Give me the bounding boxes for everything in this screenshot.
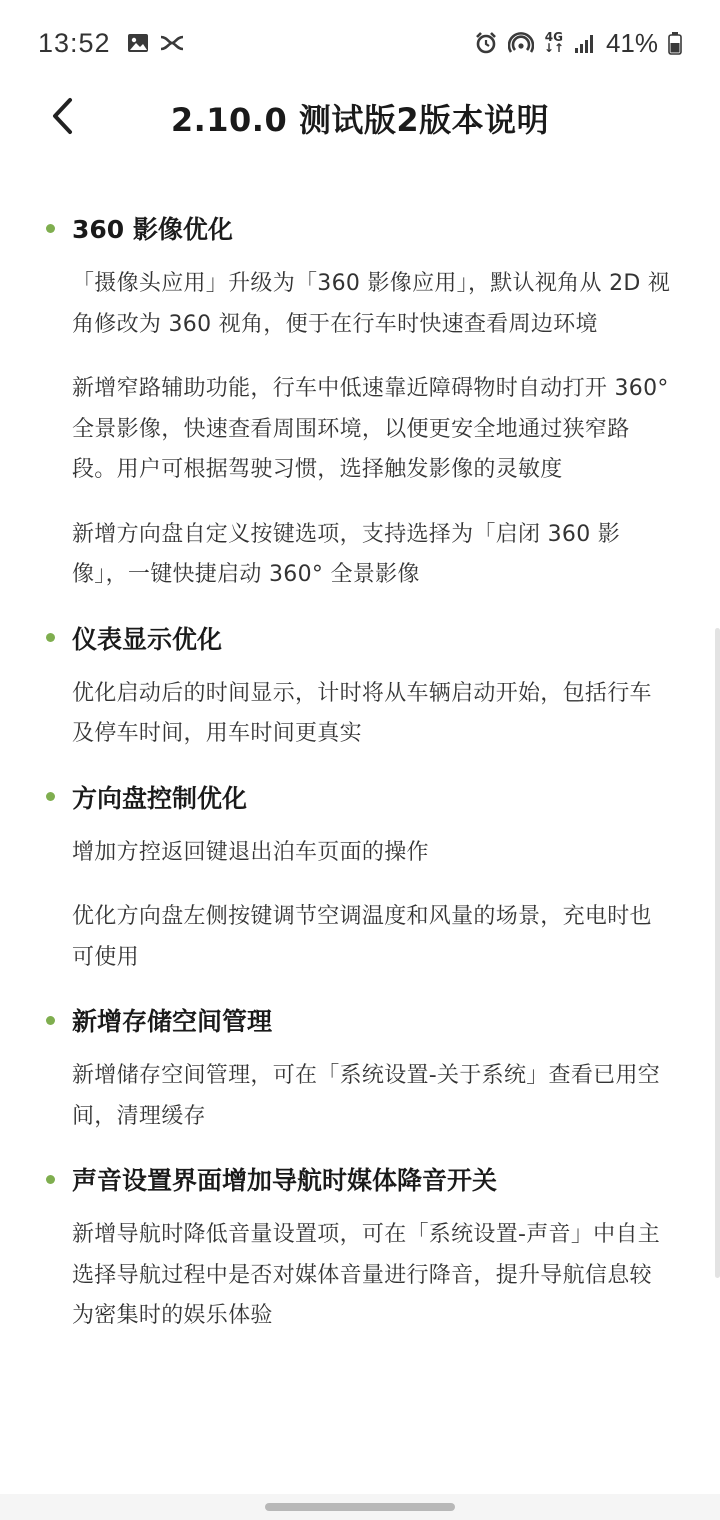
signal-strength-icon	[574, 32, 596, 54]
network-type-label: 4G	[544, 30, 563, 44]
section-title-text: 新增存储空间管理	[72, 1007, 273, 1036]
bullet-dot	[46, 224, 55, 233]
bullet-dot	[46, 633, 55, 642]
network-activity-arrows: ↓↑	[543, 41, 564, 55]
home-indicator[interactable]	[265, 1503, 455, 1511]
section-paragraph: 新增储存空间管理，可在「系统设置-关于系统」查看已用空间，清理缓存	[72, 1063, 661, 1129]
network-type-indicator	[544, 32, 564, 54]
gallery-icon	[127, 33, 149, 53]
section-title-text: 仪表显示优化	[72, 624, 223, 654]
bullet-dot	[46, 1175, 55, 1184]
section-title	[46, 198, 674, 258]
section-title	[46, 767, 674, 827]
page-header	[0, 86, 720, 150]
page-title: 2.10.0 测试版2版本说明	[170, 101, 550, 139]
section-paragraph: 新增导航时降低音量设置项，可在「系统设置-声音」中自主选择导航过程中是否对媒体音量进行降音，提升导航信息较为密集时的娱乐体验	[72, 1222, 661, 1328]
back-button[interactable]	[38, 94, 86, 142]
section-title	[46, 1149, 674, 1209]
bullet-dot	[46, 792, 55, 801]
battery-icon	[668, 31, 682, 55]
section-paragraph: 新增窄路辅助功能，行车中低速靠近障碍物时自动打开 360° 全景影像，快速查看周围环境，以便更安全地通过狭窄路段。用户可根据驾驶习惯，选择触发影像的灵敏度	[72, 376, 669, 482]
section-paragraph: 新增方向盘自定义按键选项，支持选择为「启闭 360 影像」，一键快捷启动 360° 全景影像	[72, 521, 621, 587]
release-notes-content	[0, 198, 720, 1337]
section-paragraph: 「摄像头应用」升级为「360 影像应用」，默认视角从 2D 视角修改为 360 视角，便于在行车时快速查看周边环境	[72, 271, 671, 337]
section-title-text: 360 影像优化	[72, 215, 233, 244]
system-navigation-bar	[0, 1494, 720, 1520]
section-title-text: 方向盘控制优化	[72, 783, 248, 813]
section-title	[46, 608, 674, 668]
battery-percent: 41%	[605, 27, 658, 58]
section-paragraph: 优化启动后的时间显示，计时将从车辆启动开始，包括行车及停车时间，用车时间更真实	[72, 680, 652, 746]
scrollbar[interactable]	[715, 628, 720, 1278]
status-bar	[0, 0, 720, 86]
bottom-fade-overlay	[0, 1390, 720, 1494]
hotspot-icon	[508, 31, 534, 55]
status-time: 13:52	[38, 27, 111, 58]
status-bar-left	[38, 28, 185, 59]
section-paragraph: 增加方控返回键退出泊车页面的操作	[72, 839, 429, 865]
alarm-icon	[474, 31, 498, 55]
status-bar-right	[474, 28, 682, 59]
vpn-key-icon	[159, 34, 185, 52]
section-paragraph: 优化方向盘左侧按键调节空调温度和风量的场景，充电时也可使用	[72, 904, 652, 970]
bullet-dot	[46, 1016, 55, 1025]
section-title-text: 声音设置界面增加导航时媒体降音开关	[72, 1166, 498, 1195]
chevron-left-icon	[50, 96, 74, 140]
section-title	[46, 990, 674, 1050]
